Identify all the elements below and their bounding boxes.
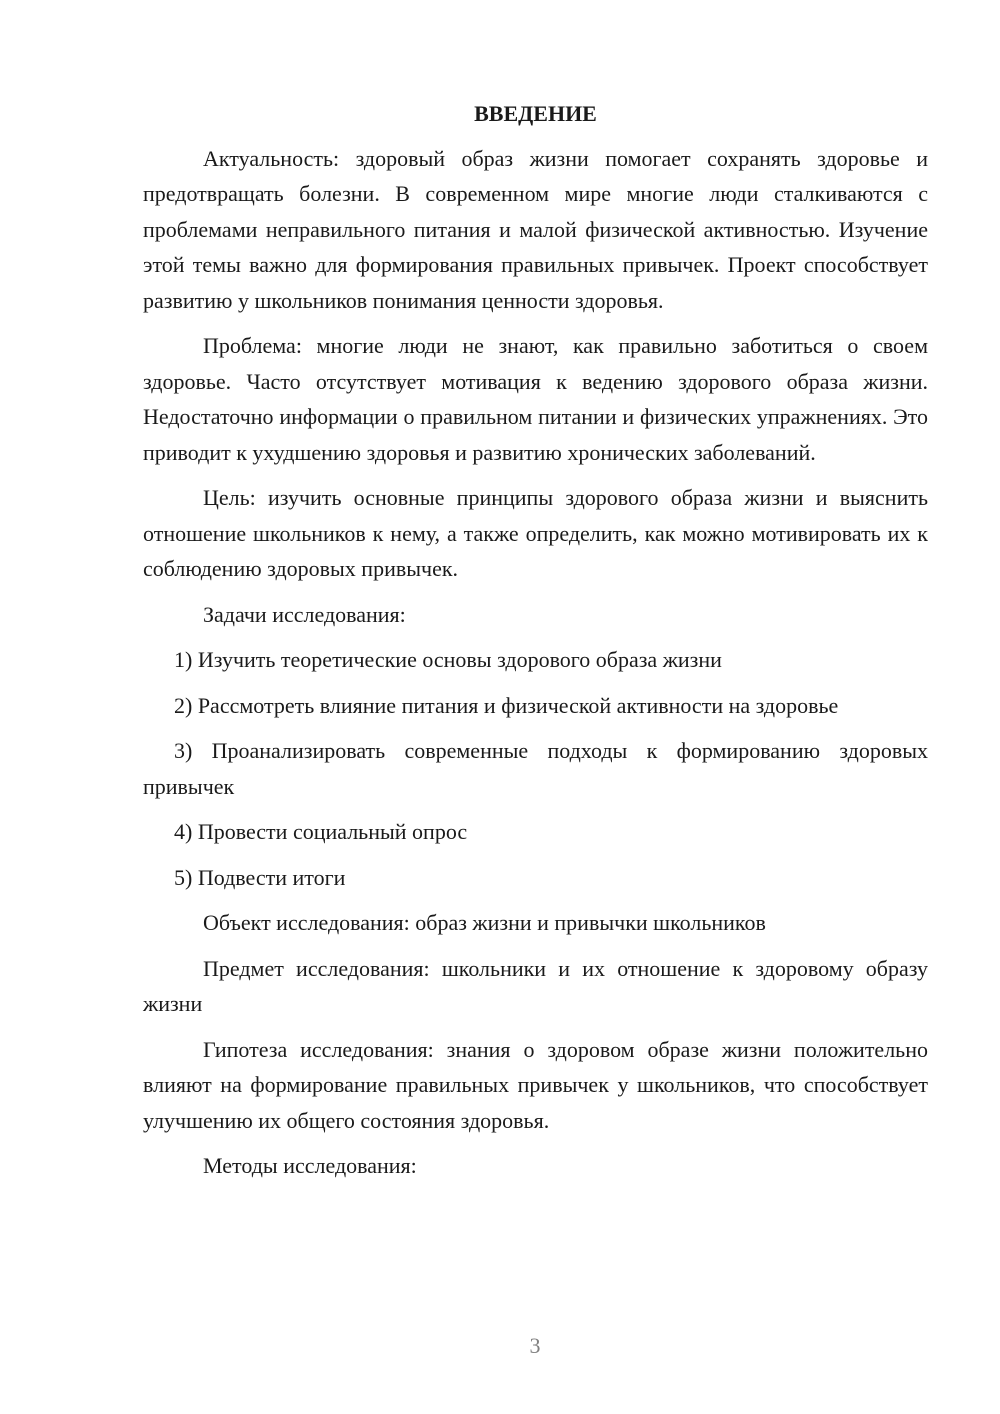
methods-heading: Методы исследования: — [203, 1153, 417, 1178]
task-item-2: 2) Рассмотреть влияние питания и физической активности на здоровье — [174, 692, 839, 718]
goal-paragraph: Цель: изучить основные принципы здорового образа жизни и выяснить отношение школьников к нему, а также определить, как можно мотивировать их к соблюдению здоровых привычек. — [143, 485, 928, 581]
hypothesis-paragraph: Гипотеза исследования: знания о здоровом образе жизни положительно влияют на формирование правильных привычек у школьников, что способствует улучшению их общего состояния здоровья. — [143, 1036, 928, 1133]
task-item-3: 3) Проанализировать современные подходы к формированию здоровых привычек — [143, 738, 928, 799]
page-number: 3 — [529, 1333, 541, 1358]
task-item-1: 1) Изучить теоретические основы здорового образа жизни — [174, 647, 722, 672]
page-title: ВВЕДЕНИЕ — [474, 101, 597, 126]
document-body — [143, 96, 928, 1194]
object-paragraph: Объект исследования: образ жизни и привычки школьников — [203, 910, 766, 935]
task-item-4: 4) Провести социальный опрос — [174, 819, 468, 844]
tasks-heading: Задачи исследования: — [203, 601, 406, 627]
problem-paragraph: Проблема: многие люди не знают, как правильно заботиться о своем здоровье. Часто отсутствует мотивация к ведению здорового образа жизни. Недостаточно информации о правильном питании и физических упражнениях. Это приводит к ухудшению здоровья и развитию хронических заболеваний. — [143, 333, 928, 465]
relevance-paragraph: Актуальность: здоровый образ жизни помогает сохранять здоровье и предотвращать болезни. В современном мире многие люди сталкиваются с проблемами неправильного питания и малой физической активностью. Изучение этой темы важно для формирования правильных привычек. Проект способствует развитию у школьников понимания ценности здоровья. — [143, 145, 928, 313]
subject-paragraph: Предмет исследования: школьники и их отношение к здоровому образу жизни — [143, 955, 928, 1016]
task-item-5: 5) Подвести итоги — [174, 864, 346, 890]
